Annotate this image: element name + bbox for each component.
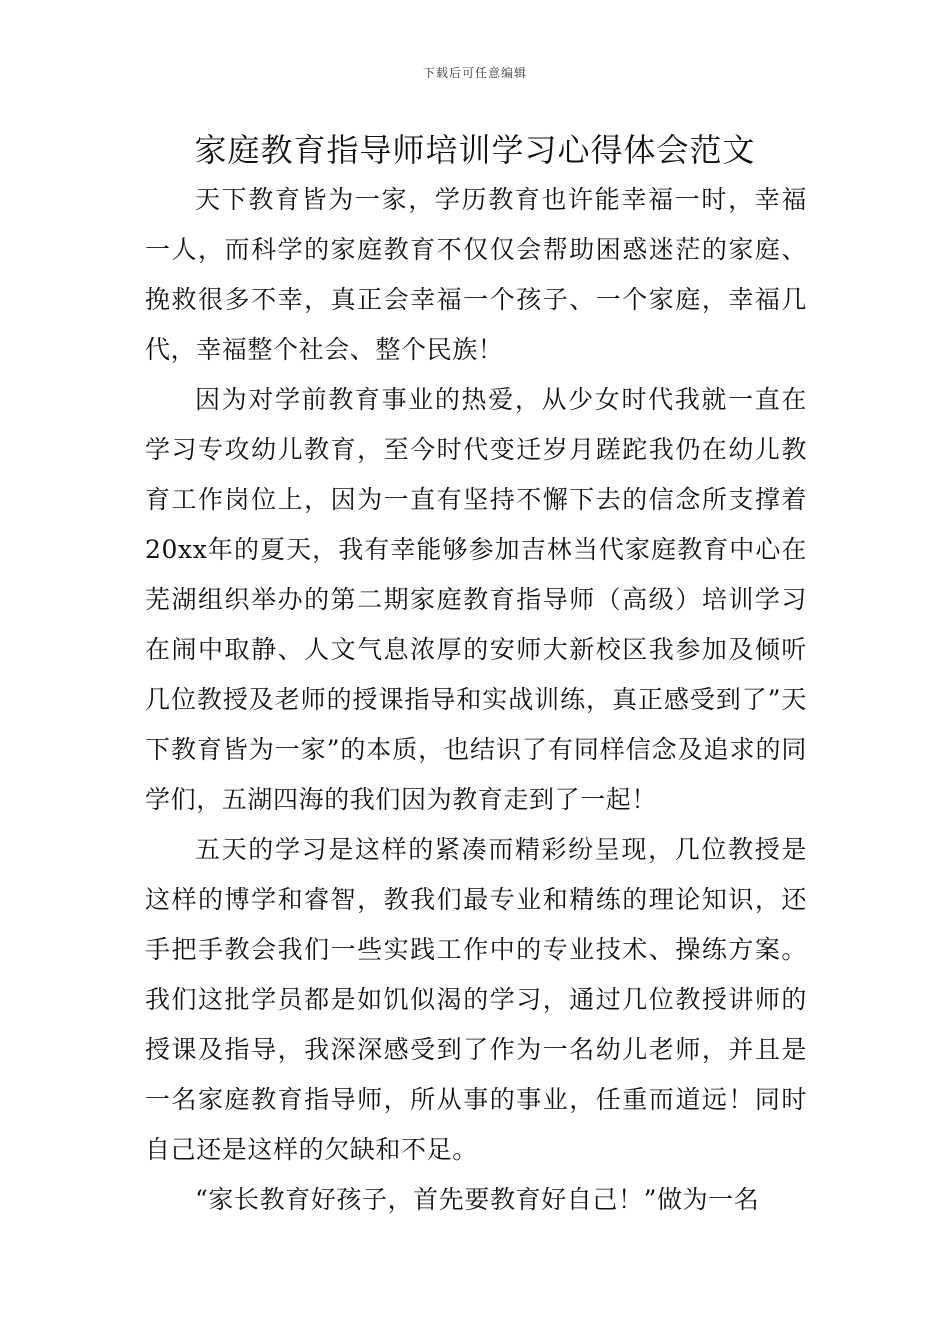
header-note: 下载后可任意编辑 [422, 66, 527, 80]
paragraph-4: “家长教育好孩子，首先要教育好自己！”做为一名 [195, 1185, 760, 1214]
document-title: 家庭教育指导师培训学习心得体会范文 [194, 131, 756, 169]
paragraph-2: 因为对学前教育事业的热爱，从少女时代我就一直在学习专攻幼儿教育，至今时代变迁岁月蹉跎我仍在幼儿教育工作岗位上，因为一直有坚持不懈下去的信念所支撑着20xx年的夏天，我有幸能够参加吉林当代家庭教育中心在芜湖组织举办的第二期家庭教育指导师（高级）培训学习在闹中取静、人文气息浓厚的安师大新校区我参加及倾听几位教授及老师的授课指导和实战训练，真正感受到了”天下教育皆为一家”的本质，也结识了有同样信念及追求的同学们，五湖四海的我们因为教育走到了一起！ [145, 385, 807, 814]
document-body [145, 175, 807, 1225]
paragraph-1: 天下教育皆为一家，学历教育也许能幸福一时，幸福一人，而科学的家庭教育不仅仅会帮助困惑迷茫的家庭、挽救很多不幸，真正会幸福一个孩子、一个家庭，幸福几代，幸福整个社会、整个民族！ [145, 185, 807, 364]
paragraph-3: 五天的学习是这样的紧凑而精彩纷呈现，几位教授是这样的博学和睿智，教我们最专业和精练的理论知识，还手把手教会我们一些实践工作中的专业技术、操练方案。我们这批学员都是如饥似渴的学习，通过几位教授讲师的授课及指导，我深深感受到了作为一名幼儿老师，并且是一名家庭教育指导师，所从事的事业，任重而道远！同时自己还是这样的欠缺和不足。 [145, 835, 807, 1164]
